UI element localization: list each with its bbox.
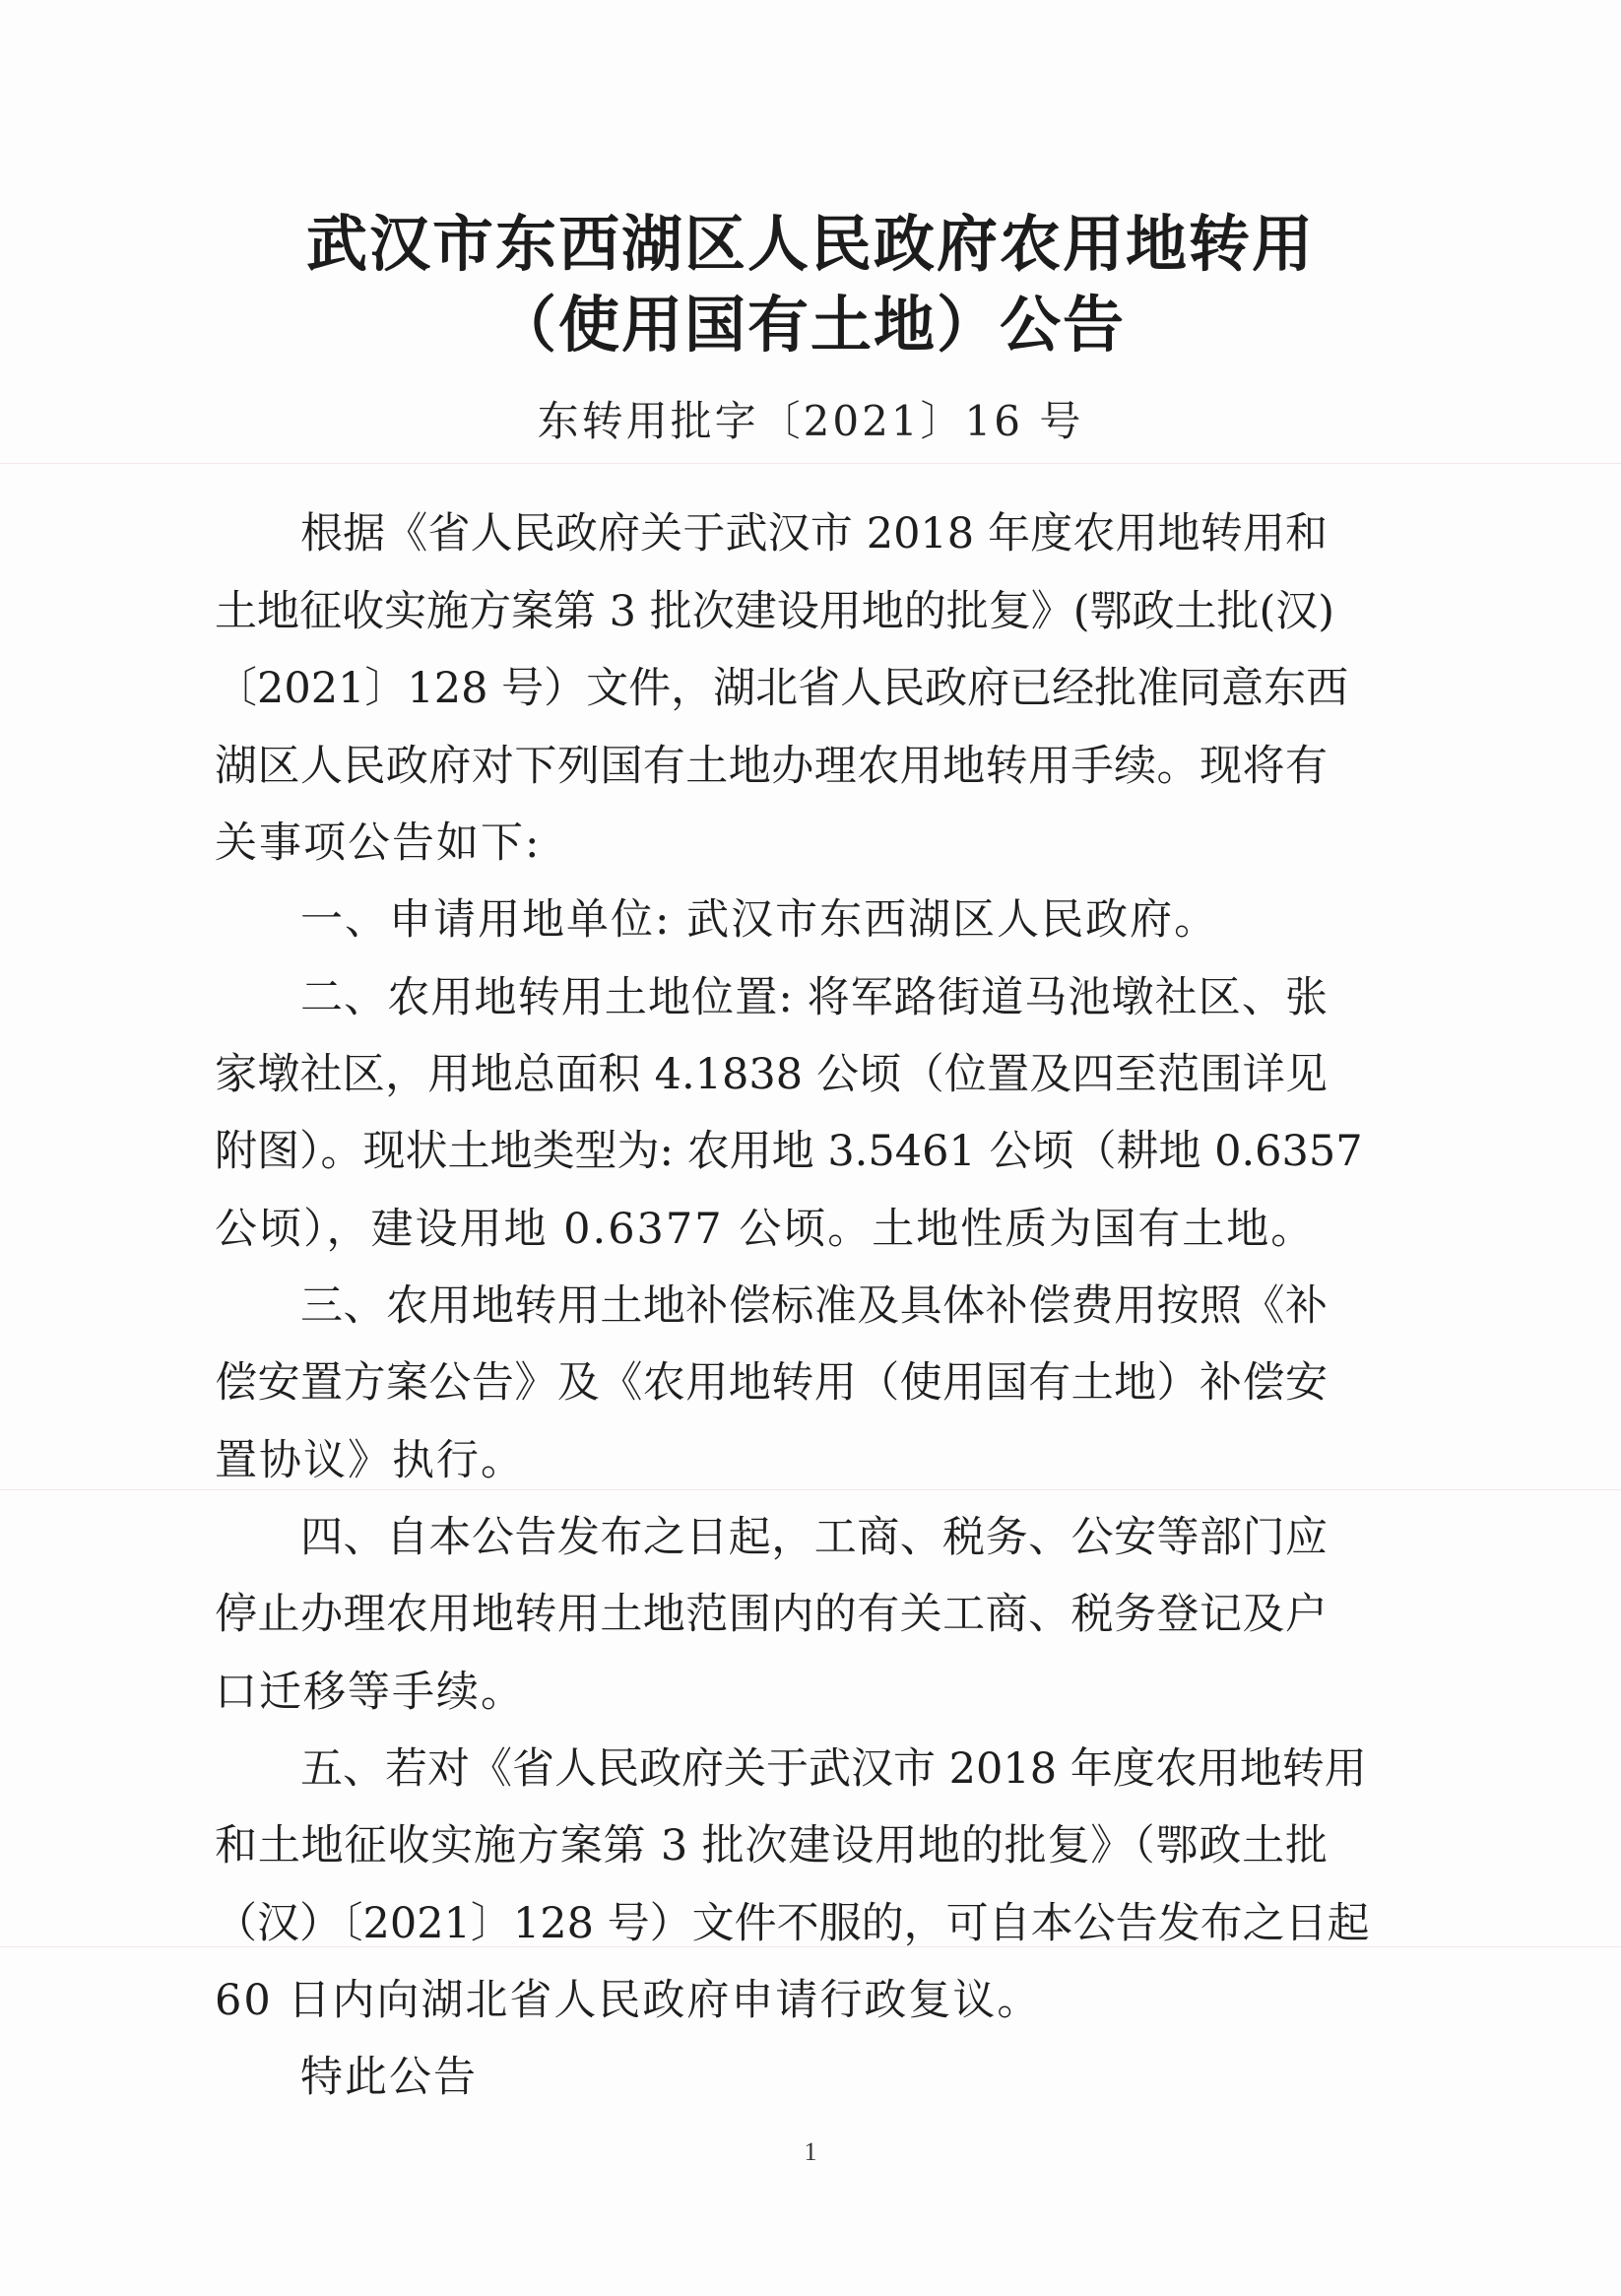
body-line: 一、申请用地单位: 武汉市东西湖区人民政府。 bbox=[300, 895, 1219, 945]
body-line: 三、农用地转用土地补偿标准及具体补偿费用按照《补 bbox=[300, 1281, 1328, 1331]
body-line: 和土地征收实施方案第 3 批次建设用地的批复》（鄂政土批 bbox=[215, 1821, 1328, 1870]
body-line: 湖区人民政府对下列国有土地办理农用地转用手续。现将有 bbox=[215, 742, 1328, 791]
body-line: （汉）〔2021〕128 号）文件不服的，可自本公告发布之日起 bbox=[215, 1899, 1370, 1948]
body-line: 偿安置方案公告》及《农用地转用（使用国有土地）补偿安 bbox=[215, 1358, 1328, 1408]
closing-line: 特此公告 bbox=[300, 2053, 478, 2102]
body-line: 60 日内向湖北省人民政府申请行政复议。 bbox=[215, 1976, 1042, 2025]
page-title-line1: 武汉市东西湖区人民政府农用地转用 bbox=[305, 208, 1315, 280]
page-title-line2: （使用国有土地）公告 bbox=[494, 289, 1126, 361]
body-line: 公顷），建设用地 0.6377 公顷。土地性质为国有土地。 bbox=[215, 1205, 1316, 1254]
body-line: 家墩社区，用地总面积 4.1838 公顷（位置及四至范围详见 bbox=[215, 1050, 1328, 1099]
body-line: 关事项公告如下: bbox=[215, 819, 542, 868]
body-line: 附图）。现状土地类型为: 农用地 3.5461 公顷（耕地 0.6357 bbox=[215, 1127, 1363, 1176]
body-line: 根据《省人民政府关于武汉市 2018 年度农用地转用和 bbox=[300, 509, 1328, 558]
body-line: 土地征收实施方案第 3 批次建设用地的批复》(鄂政土批(汉) bbox=[215, 587, 1335, 636]
body-line: 五、若对《省人民政府关于武汉市 2018 年度农用地转用 bbox=[300, 1744, 1367, 1794]
body-line: 口迁移等手续。 bbox=[215, 1668, 525, 1717]
body-line: 停止办理农用地转用土地范围内的有关工商、税务登记及户 bbox=[215, 1590, 1328, 1639]
body-line: 置协议》执行。 bbox=[215, 1436, 525, 1485]
body-line: 二、农用地转用土地位置: 将军路街道马池墩社区、张 bbox=[300, 973, 1328, 1022]
body-line: 四、自本公告发布之日起，工商、税务、公安等部门应 bbox=[300, 1513, 1328, 1562]
page-number: 1 bbox=[804, 2137, 817, 2166]
body-line: 〔2021〕128 号）文件，湖北省人民政府已经批准同意东西 bbox=[215, 664, 1349, 713]
document-number: 东转用批字〔2021〕16 号 bbox=[537, 397, 1084, 445]
scan-line bbox=[0, 463, 1621, 464]
